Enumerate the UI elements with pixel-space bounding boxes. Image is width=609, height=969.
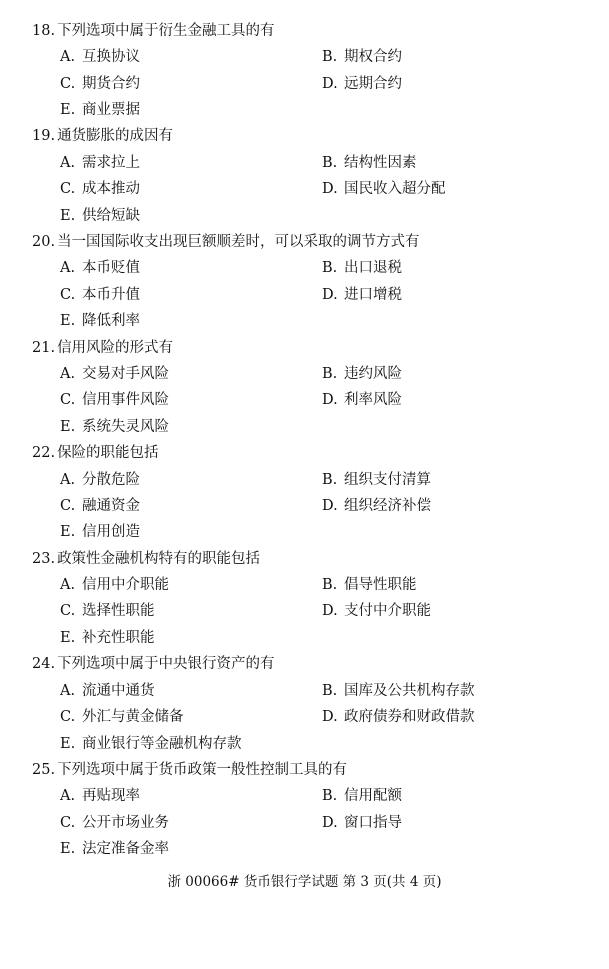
- option-a: [60, 153, 140, 173]
- option-b: [322, 364, 402, 384]
- option-text: 期权合约: [344, 49, 402, 65]
- option-letter: A.: [60, 49, 76, 65]
- option-text: 外汇与黄金储备: [82, 709, 184, 725]
- option-text: 本币贬值: [82, 260, 140, 276]
- option-letter: C.: [60, 392, 76, 408]
- page-footer: 浙 00066# 货币银行学试题 第 3 页(共 4 页): [167, 874, 442, 890]
- option-d: [322, 179, 446, 199]
- option-text: 系统失灵风险: [82, 419, 169, 435]
- option-text: 利率风险: [344, 392, 402, 408]
- question-stem: [32, 338, 173, 358]
- option-text: 违约风险: [344, 366, 402, 382]
- option-letter: E.: [60, 102, 76, 118]
- option-text: 交易对手风险: [82, 366, 169, 382]
- option-text: 补充性职能: [82, 630, 155, 646]
- option-text: 商业票据: [82, 102, 140, 118]
- option-letter: D.: [322, 603, 338, 619]
- option-e: [60, 628, 155, 648]
- option-a: [60, 786, 140, 806]
- option-letter: C.: [60, 709, 76, 725]
- option-e: [60, 522, 140, 542]
- option-text: 远期合约: [344, 76, 402, 92]
- option-e: [60, 311, 140, 331]
- option-text: 成本推动: [82, 181, 140, 197]
- option-letter: B.: [322, 155, 338, 171]
- option-letter: B.: [322, 260, 338, 276]
- option-text: 商业银行等金融机构存款: [82, 736, 242, 752]
- option-text: 降低利率: [82, 313, 140, 329]
- option-letter: D.: [322, 709, 338, 725]
- option-b: [322, 470, 431, 490]
- question-text: 通货膨胀的成因有: [57, 128, 174, 144]
- question-stem: [32, 21, 275, 41]
- option-letter: D.: [322, 287, 338, 303]
- option-e: [60, 206, 140, 226]
- option-e: [60, 734, 242, 754]
- option-letter: E.: [60, 313, 76, 329]
- option-text: 窗口指导: [344, 815, 402, 831]
- option-b: [322, 258, 402, 278]
- option-a: [60, 575, 169, 595]
- option-a: [60, 47, 140, 67]
- option-d: [322, 285, 402, 305]
- option-text: 国库及公共机构存款: [344, 683, 475, 699]
- option-text: 组织经济补偿: [344, 498, 431, 514]
- option-letter: B.: [322, 683, 338, 699]
- option-d: [322, 74, 402, 94]
- question-stem: [32, 232, 420, 252]
- option-letter: E.: [60, 524, 76, 540]
- option-letter: D.: [322, 392, 338, 408]
- option-e: [60, 839, 169, 859]
- question-stem: [32, 654, 275, 674]
- option-letter: E.: [60, 419, 76, 435]
- question-stem: [32, 126, 173, 146]
- question-number: 20.: [32, 234, 56, 250]
- option-letter: B.: [322, 366, 338, 382]
- option-text: 结构性因素: [344, 155, 417, 171]
- question-text: 下列选项中属于中央银行资产的有: [57, 656, 275, 672]
- option-e: [60, 100, 140, 120]
- option-text: 再贴现率: [82, 788, 140, 804]
- option-c: [60, 707, 184, 727]
- option-letter: C.: [60, 181, 76, 197]
- option-text: 公开市场业务: [82, 815, 169, 831]
- option-b: [322, 575, 417, 595]
- option-letter: A.: [60, 366, 76, 382]
- option-text: 选择性职能: [82, 603, 155, 619]
- option-text: 信用中介职能: [82, 577, 169, 593]
- option-e: [60, 417, 169, 437]
- option-a: [60, 258, 140, 278]
- option-letter: A.: [60, 577, 76, 593]
- question-number: 22.: [32, 445, 56, 461]
- question-text: 下列选项中属于衍生金融工具的有: [57, 23, 275, 39]
- option-text: 信用事件风险: [82, 392, 169, 408]
- option-b: [322, 47, 402, 67]
- option-text: 进口增税: [344, 287, 402, 303]
- option-letter: A.: [60, 788, 76, 804]
- option-text: 信用配额: [344, 788, 402, 804]
- question-text: 政策性金融机构特有的职能包括: [57, 551, 261, 567]
- question-number: 19.: [32, 128, 56, 144]
- option-letter: B.: [322, 577, 338, 593]
- option-letter: B.: [322, 788, 338, 804]
- option-letter: A.: [60, 155, 76, 171]
- option-letter: E.: [60, 208, 76, 224]
- question-number: 25.: [32, 762, 56, 778]
- question-stem: [32, 760, 347, 780]
- option-a: [60, 470, 140, 490]
- option-letter: D.: [322, 815, 338, 831]
- question-text: 保险的职能包括: [57, 445, 159, 461]
- option-d: [322, 496, 431, 516]
- option-letter: D.: [322, 498, 338, 514]
- option-text: 支付中介职能: [344, 603, 431, 619]
- option-text: 法定准备金率: [82, 841, 169, 857]
- option-text: 需求拉上: [82, 155, 140, 171]
- option-c: [60, 496, 140, 516]
- question-number: 18.: [32, 23, 56, 39]
- option-a: [60, 364, 169, 384]
- question-stem: [32, 549, 260, 569]
- option-letter: A.: [60, 683, 76, 699]
- question-text: 信用风险的形式有: [57, 340, 174, 356]
- option-text: 期货合约: [82, 76, 140, 92]
- option-b: [322, 681, 475, 701]
- option-c: [60, 390, 169, 410]
- option-d: [322, 390, 402, 410]
- question-number: 21.: [32, 340, 56, 356]
- option-text: 互换协议: [82, 49, 140, 65]
- option-b: [322, 786, 402, 806]
- option-letter: B.: [322, 49, 338, 65]
- question-number: 24.: [32, 656, 56, 672]
- option-c: [60, 601, 155, 621]
- option-text: 融通资金: [82, 498, 140, 514]
- question-text: 下列选项中属于货币政策一般性控制工具的有: [57, 762, 348, 778]
- option-letter: D.: [322, 76, 338, 92]
- option-text: 组织支付清算: [344, 472, 431, 488]
- question-stem: [32, 443, 159, 463]
- option-text: 流通中通货: [82, 683, 155, 699]
- option-c: [60, 813, 169, 833]
- option-letter: E.: [60, 630, 76, 646]
- option-d: [322, 601, 431, 621]
- question-text: 当一国国际收支出现巨额顺差时，可以采取的调节方式有: [57, 234, 420, 250]
- option-text: 供给短缺: [82, 208, 140, 224]
- option-c: [60, 179, 140, 199]
- option-c: [60, 74, 140, 94]
- option-text: 信用创造: [82, 524, 140, 540]
- option-letter: C.: [60, 498, 76, 514]
- option-text: 出口退税: [344, 260, 402, 276]
- option-letter: C.: [60, 287, 76, 303]
- option-letter: D.: [322, 181, 338, 197]
- option-a: [60, 681, 155, 701]
- option-text: 政府债券和财政借款: [344, 709, 475, 725]
- option-d: [322, 707, 475, 727]
- option-letter: C.: [60, 815, 76, 831]
- option-letter: A.: [60, 472, 76, 488]
- option-letter: C.: [60, 603, 76, 619]
- question-number: 23.: [32, 551, 56, 567]
- option-text: 本币升值: [82, 287, 140, 303]
- option-b: [322, 153, 417, 173]
- option-text: 分散危险: [82, 472, 140, 488]
- option-letter: B.: [322, 472, 338, 488]
- option-text: 倡导性职能: [344, 577, 417, 593]
- option-c: [60, 285, 140, 305]
- option-letter: E.: [60, 736, 76, 752]
- option-letter: E.: [60, 841, 76, 857]
- option-letter: C.: [60, 76, 76, 92]
- option-text: 国民收入超分配: [344, 181, 446, 197]
- option-letter: A.: [60, 260, 76, 276]
- option-d: [322, 813, 402, 833]
